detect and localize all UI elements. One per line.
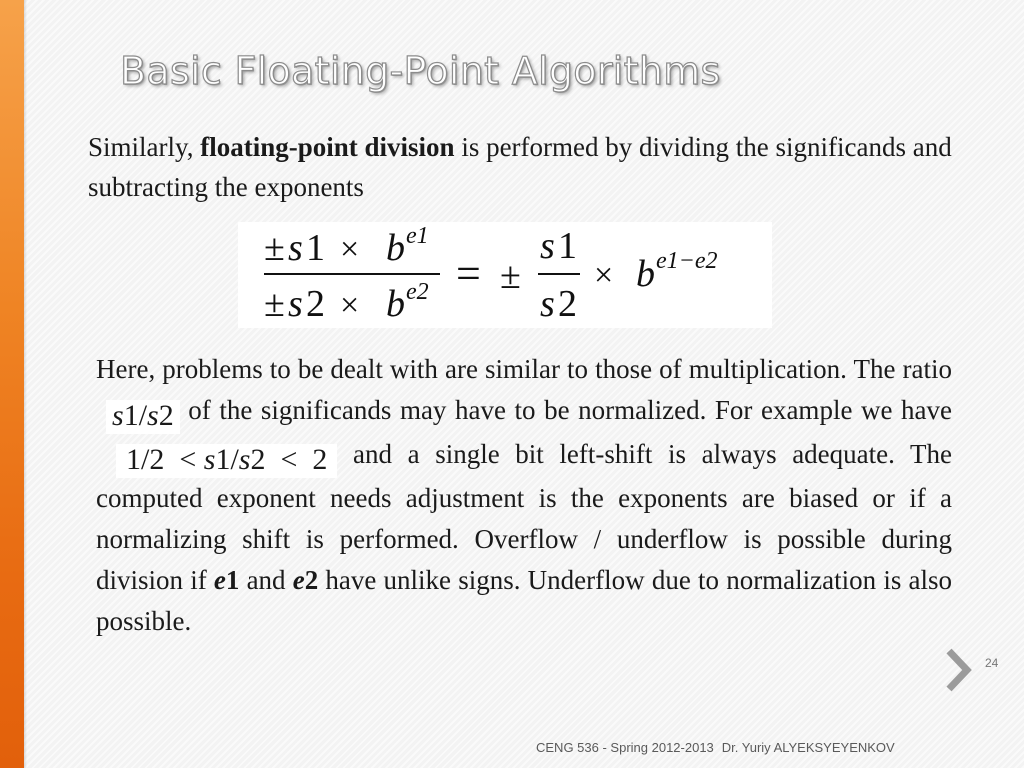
ratio-s1-digit: 1 [123,399,139,432]
formula-rhs-num-1: 1 [558,225,577,267]
intro-paragraph [88,127,958,207]
slide-title: Basic Floating-Point Algorithms [120,49,721,93]
formula-fraction-bar-left [264,273,440,275]
ratio-slash: / [138,399,148,432]
ineq-left: 1/2 < [126,443,197,476]
formula-num-s: s [288,227,303,269]
ratio-s2-letter: s [147,399,159,432]
e1-variable-digit: 1 [225,565,240,595]
accent-sidebar-bar [0,0,24,768]
e2-variable-letter: e [292,565,305,595]
ineq-mid: 1/ [215,443,239,476]
division-formula [238,222,772,328]
explanation-part1: Here, problems to be dealt with are similar to those of multiplication. The ratio [96,354,952,384]
explanation-part2: of the significands may have to be normalized. For example we have [188,395,953,425]
formula-rhs-den-2: 2 [558,283,577,325]
e2-variable-digit: 2 [304,565,319,595]
formula-den-2: 2 [306,283,325,325]
ratio-formula [106,400,180,434]
formula-num-pm: ± [264,227,285,269]
ineq-s2-letter: s [238,443,251,476]
formula-num-b: b [386,227,405,269]
explanation-part3: and a single bit left-shift is always adequate. The computed exponent needs adjustment is the exponents are biased or if a normalizing shift is performed. Overflow / underflow is possible during division if [96,439,952,595]
ineq-right: 2 < 2 [250,443,328,476]
page-number: 24 [985,656,999,670]
formula-equals: = [456,249,481,298]
intro-bold-term: floating-point division [200,132,455,162]
formula-den-pm: ± [264,283,285,325]
footer-author: Dr. Yuriy ALYEKSYEYENKOV [721,740,895,755]
formula-num-1: 1 [306,227,325,269]
chevron-right-icon[interactable] [944,648,972,692]
explanation-paragraph [96,349,952,642]
formula-rhs-num-s: s [540,225,555,267]
explanation-part4: have unlike signs. Underflow due to normalization is also possible. [96,565,953,636]
formula-den-b: b [386,283,405,325]
formula-rhs-pm: ± [500,255,521,297]
inequality-formula [116,444,337,478]
formula-rhs-den-s: s [540,283,555,325]
formula-num-times: × [340,231,360,268]
ratio-s2-digit: 2 [158,399,174,432]
formula-den-e2: e2 [406,279,429,305]
footer-course: CENG 536 - Spring 2012-2013 [536,740,714,755]
footer [536,740,895,755]
ratio-s1-letter: s [112,399,124,432]
intro-suffix: is performed by dividing the significands and subtracting the exponents [88,132,952,202]
formula-den-times: × [340,287,360,324]
formula-rhs-exponent: e1−e2 [656,248,718,274]
formula-rhs-times: × [594,257,614,294]
ineq-s1-letter: s [203,443,216,476]
formula-fraction-bar-right [538,273,580,275]
formula-den-s: s [288,283,303,325]
and-word: and [246,565,286,595]
intro-prefix: Similarly, [88,132,194,162]
formula-rhs-b: b [636,253,655,295]
formula-num-e1: e1 [406,223,429,249]
e1-variable-letter: e [213,565,226,595]
